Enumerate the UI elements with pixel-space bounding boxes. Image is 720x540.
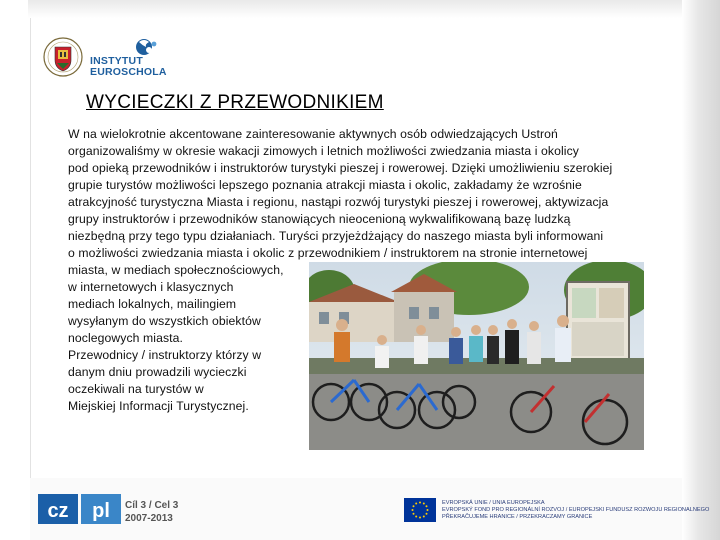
body-line: oczekiwali na turystów w [68,382,204,396]
euroschola-emblem-icon [86,38,164,56]
body-line: o możliwości zwiedzania miasta i okolic z przewodnikiem / instruktorem na stronie internetowej [68,246,588,260]
logo-cil-text: Cíl 3 / Cel 3 [125,500,179,511]
body-line: atrakcyjność turystyczna Miasta i regionu, nastąpi rozwój turystyki pieszej i rowerowej, aktywizacja [68,195,609,209]
left-border-line [30,18,31,478]
body-text [68,126,644,450]
institute-line-1: INSTYTUT [90,55,143,67]
body-line: pod opieką przewodników i instruktorów turystyki pieszej i rowerowej. Dzięki umożliwieniu szerokiej [68,161,613,175]
eu-line: PŘEKRAČUJEME HRANICE / PRZEKRACZAMY GRANICE [442,514,593,520]
body-line: Miejskiej Informacji Turystycznej. [68,399,249,413]
body-line: Przewodnicy / instruktorzy którzy w [68,348,262,362]
euroschola-wordmark [90,56,167,78]
eu-line: EVROPSKÝ FOND PRO REGIONÁLNÍ ROZVOJ / EUROPEJSKI FUNDUSZ ROZWOJU REGIONALNEGO [442,507,710,513]
logo-pl-text: pl [92,500,110,522]
county-crest-logo [40,36,86,78]
right-shadow-bar [682,0,720,540]
cyclists-photo [309,262,644,450]
euroschola-logo [86,38,167,78]
cyclists-group-photo [309,262,644,450]
cz-pl-program-logo [38,490,188,530]
eu-line: EVROPSKÁ UNIE / UNIA EUROPEJSKA [442,500,545,506]
eu-flag-icon [404,498,436,522]
body-line: wysyłanym do wszystkich obiektów [68,314,261,328]
slide-title: WYCIECZKI Z PRZEWODNIKIEM [86,92,384,113]
logo-cz-text: cz [47,500,69,522]
body-line: mediach lokalnych, mailingiem [68,297,237,311]
institute-line-2: EUROSCHOLA [90,66,167,78]
top-gradient-bar [28,0,692,18]
body-line: niezbędną przy tego typu działaniach. Turyści przyjeżdżający do naszego miasta byli informowani [68,229,604,243]
logo-years-text: 2007-2013 [125,513,173,524]
eu-funding-text [442,500,709,521]
body-line: W na wielokrotnie akcentowane zainteresowanie aktywnych osób odwiedzających Ustroń [68,127,558,141]
body-line: miasta, w mediach społecznościowych, [68,263,284,277]
body-line: grupy instruktorów i przewodników stanowiących nieocenioną wykwalifikowaną bazę ludzką [68,212,571,226]
body-line: noclegowych miasta. [68,331,184,345]
body-line: w internetowych i klasycznych [68,280,234,294]
body-line: organizowaliśmy w okresie wakacji zimowych i letnich możliwości zwiedzania miasta i okolicy [68,144,579,158]
body-line: danym dniu prowadzili wycieczki [68,365,247,379]
body-line: grupie turystów możliwości lepszego poznania atrakcji miasta i okolic, zakładamy że wzrośnie [68,178,582,192]
